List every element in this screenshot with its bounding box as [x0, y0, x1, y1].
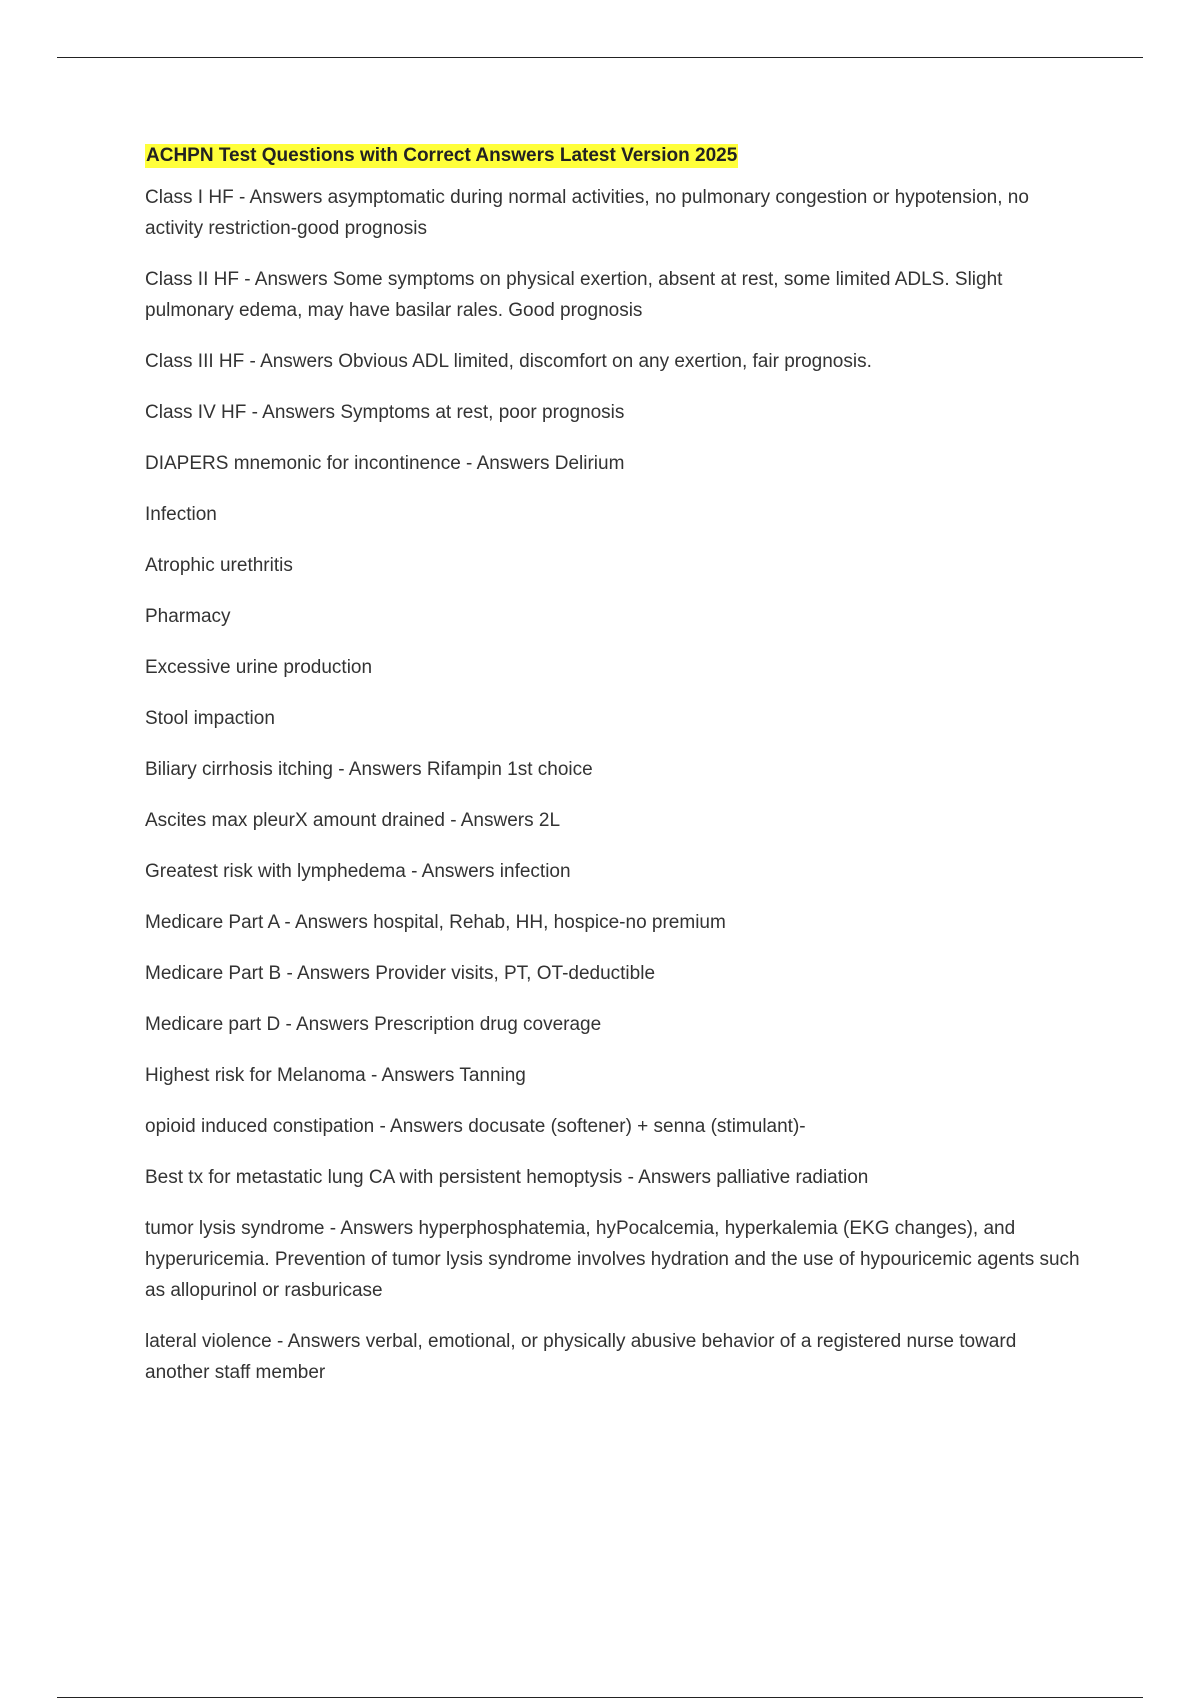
qa-entry: lateral violence - Answers verbal, emotional, or physically abusive behavior of a registered nurse toward another staff member [145, 1331, 1017, 1383]
qa-entry: Class II HF - Answers Some symptoms on physical exertion, absent at rest, some limited ADLS. Slight pulmonary edema, may have basilar rales. Good prognosis [145, 269, 1003, 321]
qa-entry: Class IV HF - Answers Symptoms at rest, poor prognosis [145, 402, 625, 423]
qa-entry: Greatest risk with lymphedema - Answers infection [145, 861, 571, 882]
footer-rule [57, 1697, 1143, 1698]
qa-entry: Infection [145, 504, 217, 525]
qa-list [145, 182, 1085, 1388]
document-title: ACHPN Test Questions with Correct Answers Latest Version 2025 [146, 145, 738, 166]
qa-entry: Medicare Part B - Answers Provider visits, PT, OT-deductible [145, 963, 656, 984]
qa-entry: Pharmacy [145, 606, 231, 627]
qa-entry: opioid induced constipation - Answers docusate (softener) + senna (stimulant)- [145, 1116, 806, 1137]
qa-entry: Stool impaction [145, 708, 275, 729]
header-rule [57, 57, 1143, 58]
qa-entry: Atrophic urethritis [145, 555, 293, 576]
qa-entry: DIAPERS mnemonic for incontinence - Answers Delirium [145, 453, 625, 474]
qa-entry: Medicare part D - Answers Prescription drug coverage [145, 1014, 602, 1035]
qa-entry: Ascites max pleurX amount drained - Answers 2L [145, 810, 561, 831]
qa-entry: Medicare Part A - Answers hospital, Rehab, HH, hospice-no premium [145, 912, 726, 933]
qa-entry: Biliary cirrhosis itching - Answers Rifampin 1st choice [145, 759, 593, 780]
qa-entry: Class I HF - Answers asymptomatic during normal activities, no pulmonary congestion or hypotension, no activity restriction-good prognosis [145, 187, 1029, 239]
qa-entry: Excessive urine production [145, 657, 373, 678]
qa-entry: Highest risk for Melanoma - Answers Tanning [145, 1065, 526, 1086]
qa-entry: Best tx for metastatic lung CA with persistent hemoptysis - Answers palliative radiation [145, 1167, 869, 1188]
qa-entry: tumor lysis syndrome - Answers hyperphosphatemia, hyPocalcemia, hyperkalemia (EKG changes), and hyperuricemia. Prevention of tumor lysis syndrome involves hydration and the use of hypouricemic agents such as allopurinol or rasburicase [145, 1218, 1080, 1301]
qa-entry: Class III HF - Answers Obvious ADL limited, discomfort on any exertion, fair prognosis. [145, 351, 872, 372]
document-body [145, 144, 1085, 1408]
